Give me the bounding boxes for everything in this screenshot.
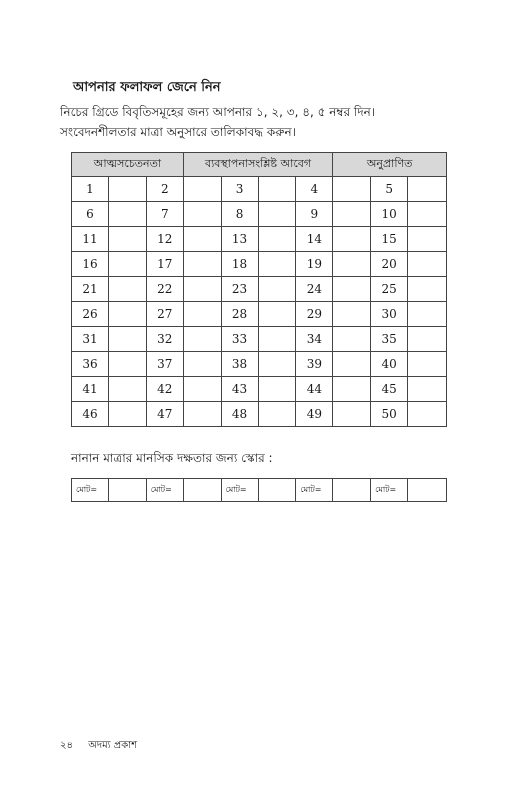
answer-cell[interactable] [258,277,296,302]
answer-cell[interactable] [258,302,296,327]
statement-number: 50 [371,402,408,427]
answer-cell[interactable] [258,352,296,377]
statement-number: 35 [371,327,408,352]
statement-number: 21 [72,277,109,302]
statement-number: 10 [371,202,408,227]
statement-number: 27 [146,302,183,327]
answer-cell[interactable] [333,202,371,227]
answer-cell[interactable] [108,227,146,252]
statement-number: 34 [296,327,333,352]
instructions-text: নিচের গ্রিডে বিবৃতিসমূহের জন্য আপনার ১, ২, ৩, ৪, ৫ নম্বর দিন। সংবেদনশীলতার মাত্রা অনুসারে তালিকাবদ্ধ করুন। [60,105,376,139]
statement-number: 8 [221,202,258,227]
response-grid [71,152,447,427]
statement-number: 15 [371,227,408,252]
statement-number: 7 [146,202,183,227]
answer-cell[interactable] [183,352,221,377]
grid-row [72,402,447,427]
statement-number: 18 [221,252,258,277]
answer-cell[interactable] [408,302,447,327]
statement-number: 26 [72,302,109,327]
score-input-cell[interactable] [258,479,296,502]
statement-number: 4 [296,177,333,202]
answer-cell[interactable] [408,327,447,352]
answer-cell[interactable] [183,402,221,427]
answer-cell[interactable] [183,302,221,327]
page-number: ২৪ [60,740,73,751]
answer-cell[interactable] [333,302,371,327]
statement-number: 36 [72,352,109,377]
answer-cell[interactable] [333,377,371,402]
answer-cell[interactable] [108,327,146,352]
answer-cell[interactable] [333,227,371,252]
answer-cell[interactable] [108,277,146,302]
score-input-cell[interactable] [183,479,221,502]
answer-cell[interactable] [408,277,447,302]
statement-number: 23 [221,277,258,302]
statement-number: 16 [72,252,109,277]
answer-cell[interactable] [333,252,371,277]
statement-number: 48 [221,402,258,427]
answer-cell[interactable] [408,402,447,427]
statement-number: 9 [296,202,333,227]
answer-cell[interactable] [183,202,221,227]
grid-row [72,352,447,377]
grid-row [72,177,447,202]
answer-cell[interactable] [408,227,447,252]
statement-number: 43 [221,377,258,402]
answer-cell[interactable] [183,227,221,252]
statement-number: 41 [72,377,109,402]
statement-number: 42 [146,377,183,402]
answer-cell[interactable] [108,402,146,427]
answer-cell[interactable] [258,227,296,252]
statement-number: 29 [296,302,333,327]
answer-cell[interactable] [108,177,146,202]
score-row [72,479,447,502]
score-input-cell[interactable] [108,479,146,502]
answer-cell[interactable] [333,402,371,427]
page-footer [60,738,149,755]
grid-row [72,302,447,327]
statement-number: 14 [296,227,333,252]
answer-cell[interactable] [108,352,146,377]
answer-cell[interactable] [183,277,221,302]
statement-number: 24 [296,277,333,302]
answer-cell[interactable] [333,277,371,302]
grid-row [72,252,447,277]
publisher-name: অদম্য প্রকাশ [88,740,138,751]
statement-number: 1 [72,177,109,202]
statement-number: 13 [221,227,258,252]
grid-row [72,277,447,302]
score-label: মোট= [72,479,109,502]
answer-cell[interactable] [108,377,146,402]
answer-cell[interactable] [333,177,371,202]
statement-number: 44 [296,377,333,402]
answer-cell[interactable] [333,327,371,352]
answer-cell[interactable] [183,327,221,352]
statement-number: 12 [146,227,183,252]
answer-cell[interactable] [108,302,146,327]
statement-number: 6 [72,202,109,227]
answer-cell[interactable] [258,327,296,352]
answer-cell[interactable] [408,177,447,202]
statement-number: 38 [221,352,258,377]
statement-number: 33 [221,327,258,352]
header-motivated: অনুপ্রাণিত [333,153,447,177]
statement-number: 30 [371,302,408,327]
statement-number: 11 [72,227,109,252]
answer-cell[interactable] [258,402,296,427]
statement-number: 39 [296,352,333,377]
statement-number: 47 [146,402,183,427]
answer-cell[interactable] [258,377,296,402]
grid-row [72,327,447,352]
score-label: মোট= [146,479,183,502]
page-heading: আপনার ফলাফল জেনে নিন [73,80,221,95]
grid-row [72,227,447,252]
statement-number: 25 [371,277,408,302]
statement-number: 17 [146,252,183,277]
answer-cell[interactable] [408,352,447,377]
statement-number: 19 [296,252,333,277]
statement-number: 37 [146,352,183,377]
statement-number: 31 [72,327,109,352]
statement-number: 32 [146,327,183,352]
answer-cell[interactable] [408,202,447,227]
score-table [71,478,447,502]
grid-row [72,202,447,227]
statement-number: 22 [146,277,183,302]
answer-cell[interactable] [258,202,296,227]
statement-number: 2 [146,177,183,202]
header-self-awareness: আত্মসচেতনতা [72,153,184,177]
score-caption: নানান মাত্রার মানসিক দক্ষতার জন্য স্কোর : [71,451,273,465]
score-label: মোট= [371,479,408,502]
statement-number: 40 [371,352,408,377]
answer-cell[interactable] [258,177,296,202]
score-input-cell[interactable] [333,479,371,502]
answer-cell[interactable] [408,377,447,402]
score-label: মোট= [296,479,333,502]
statement-number: 28 [221,302,258,327]
answer-cell[interactable] [333,352,371,377]
answer-cell[interactable] [108,202,146,227]
statement-number: 5 [371,177,408,202]
score-input-cell[interactable] [408,479,447,502]
statement-number: 20 [371,252,408,277]
answer-cell[interactable] [183,177,221,202]
answer-cell[interactable] [183,377,221,402]
statement-number: 46 [72,402,109,427]
grid-row [72,377,447,402]
answer-cell[interactable] [408,252,447,277]
statement-number: 45 [371,377,408,402]
answer-cell[interactable] [108,252,146,277]
answer-cell[interactable] [258,252,296,277]
statement-number: 3 [221,177,258,202]
statement-number: 49 [296,402,333,427]
grid-header-row [72,153,447,177]
header-managing-emotions: ব্যবস্থাপনাসংশ্লিষ্ট আবেগ [183,153,333,177]
answer-cell[interactable] [183,252,221,277]
score-label: মোট= [221,479,258,502]
